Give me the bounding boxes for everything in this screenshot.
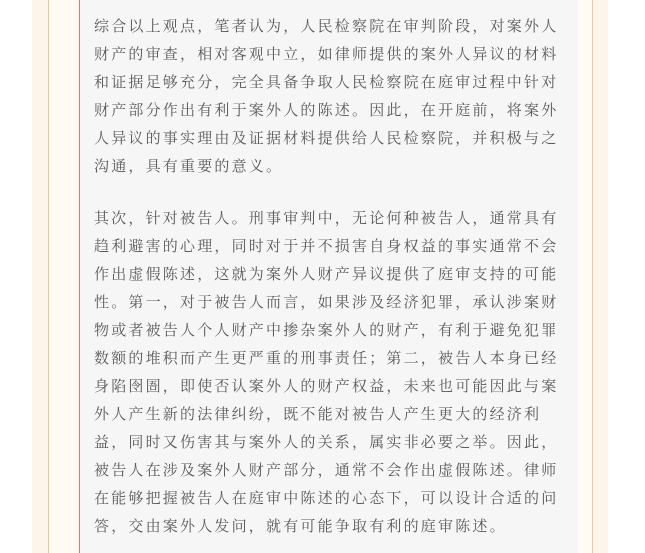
text-line: 和证据足够充分，完全具备争取人民检察院在庭审过程中针对 [94, 73, 559, 91]
text-line: 财产部分作出有利于案外人的陈述。因此，在开庭前，将案外 [94, 101, 559, 119]
text-line: 物或者被告人个人财产中掺杂案外人的财产，有利于避免犯罪 [94, 321, 559, 339]
text-line: 答，交由案外人发问，就有可能争取有利的庭审陈述。 [94, 517, 507, 535]
text-line: 益，同时又伤害其与案外人的关系，属实非必要之举。因此， [94, 433, 559, 451]
text-line: 作出虚假陈述，这就为案外人财产异议提供了庭审支持的可能 [94, 265, 559, 283]
paragraph-conclusion [94, 12, 564, 180]
text-line: 趋利避害的心理，同时对于并不损害自身权益的事实通常不会 [94, 237, 559, 255]
text-line: 被告人在涉及案外人财产部分，通常不会作出虚假陈述。律师 [94, 461, 559, 479]
text-line: 性。第一，对于被告人而言，如果涉及经济犯罪，承认涉案财 [94, 293, 559, 311]
text-line: 数额的堆积而产生更严重的刑事责任；第二，被告人本身已经 [94, 349, 559, 367]
text-line: 综合以上观点，笔者认为，人民检察院在审判阶段，对案外人 [94, 17, 559, 35]
text-line: 财产的审查，相对客观中立，如律师提供的案外人异议的材料 [94, 45, 559, 63]
text-line: 沟通，具有重要的意义。 [94, 157, 284, 175]
text-line: 在能够把握被告人在庭审中陈述的心态下，可以设计合适的问 [94, 489, 559, 507]
text-line: 人异议的事实理由及证据材料提供给人民检察院，并积极与之 [94, 129, 559, 147]
text-line: 身陷囹圄，即使否认案外人的财产权益，未来也可能因此与案 [94, 377, 559, 395]
paragraph-defendant [94, 204, 564, 540]
text-line: 外人产生新的法律纠纷，既不能对被告人产生更大的经济利 [94, 405, 542, 423]
text-line: 其次，针对被告人。刑事审判中，无论何种被告人，通常具有 [94, 209, 559, 227]
